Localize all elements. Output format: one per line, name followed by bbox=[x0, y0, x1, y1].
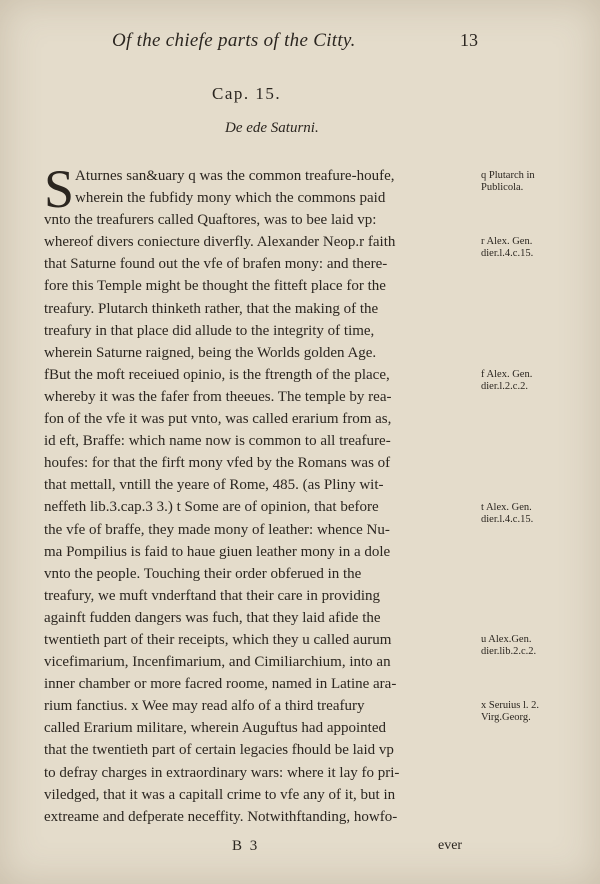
text-line: fore this Temple might be thought the fitteft place for the bbox=[44, 278, 386, 295]
text-line: houfes: for that the firft mony vfed by the Romans was of bbox=[44, 455, 391, 472]
margin-note-line: r Alex. Gen. bbox=[481, 236, 533, 248]
margin-note-line: u Alex.Gen. bbox=[481, 634, 532, 646]
text-line: that the twentieth part of certain legacies fhould be laid vp bbox=[44, 742, 394, 759]
text-line: twentieth part of their receipts, which they u called aurum bbox=[44, 631, 392, 648]
text-line: vicefimarium, Incenfimarium, and Cimiliarchium, into an bbox=[44, 654, 391, 671]
margin-note-line: t Alex. Gen. bbox=[481, 501, 532, 513]
margin-note-line: dier.l.4.c.15. bbox=[481, 248, 534, 260]
text-line: treafury in that place did allude to the integrity of time, bbox=[44, 322, 375, 339]
margin-note bbox=[481, 369, 599, 393]
margin-note bbox=[481, 170, 599, 194]
margin-note-line: Virg.Georg. bbox=[481, 712, 531, 724]
text-line: fBut the moft receiued opinio, is the ftrength of the place, bbox=[44, 366, 390, 383]
margin-note bbox=[481, 700, 599, 724]
text-line: whereby it was the fafer from theeues. The temple by rea- bbox=[44, 388, 392, 405]
text-line: Aturnes san&uary q was the common treafure-houfe, bbox=[75, 168, 395, 184]
text-line: wherein Saturne raigned, being the Worlds golden Age. bbox=[44, 344, 377, 361]
margin-note-line: q Plutarch in bbox=[481, 170, 535, 181]
body-text bbox=[44, 165, 486, 828]
text-line: that mettall, vntill the yeare of Rome, 485. (as Pliny wit- bbox=[44, 477, 384, 494]
text-line: to defray charges in extraordinary wars: where it lay fo pri- bbox=[44, 764, 400, 781]
text-line: rium fanctius. x Wee may read alfo of a third treafury bbox=[44, 698, 365, 715]
margin-note-line: x Seruius l. 2. bbox=[481, 700, 540, 712]
catchword: ever bbox=[438, 838, 463, 853]
margin-note-line: dier.lib.2.c.2. bbox=[481, 646, 537, 658]
margin-note bbox=[481, 634, 599, 658]
margin-note bbox=[481, 502, 599, 526]
margin-note-line: Publicola. bbox=[481, 182, 524, 193]
text-line: extreame and defperate neceffity. Notwithftanding, howfo- bbox=[44, 808, 398, 825]
page-number: 13 bbox=[460, 30, 478, 50]
text-line: vnto the people. Touching their order obferued in the bbox=[44, 565, 362, 582]
text-line: id eft, Braffe: which name now is common to all treafure- bbox=[44, 433, 391, 450]
text-line: fon of the vfe it was put vnto, was called erarium from as, bbox=[44, 411, 392, 428]
text-line: the vfe of braffe, they made mony of leather: whence Nu- bbox=[44, 521, 390, 538]
text-line: againft fudden dangers was fuch, that they laid afide the bbox=[44, 609, 381, 626]
margin-note-line: dier.l.4.c.15. bbox=[481, 513, 534, 525]
text-line: treafury. Plutarch thinketh rather, that the making of the bbox=[44, 300, 379, 317]
margin-note-line: f Alex. Gen. bbox=[481, 368, 533, 380]
text-line: that Saturne found out the vfe of brafen mony: and there- bbox=[44, 256, 388, 273]
text-line: called Erarium militare, wherein Auguftus had appointed bbox=[44, 720, 386, 737]
text-line: viledged, that it was a capitall crime to vfe any of it, but in bbox=[44, 786, 396, 803]
chapter-subtitle: De ede Saturni. bbox=[225, 120, 319, 136]
drop-cap: S bbox=[44, 159, 75, 219]
text-line: ma Pompilius is faid to haue giuen leather mony in a dole bbox=[44, 543, 391, 560]
margin-note-line: dier.l.2.c.2. bbox=[481, 380, 528, 392]
chapter-title: Cap. 15. bbox=[212, 84, 282, 103]
text-line: neffeth lib.3.cap.3 3.) t Some are of opinion, that before bbox=[44, 499, 379, 516]
text-line: vnto the treafurers called Quaftores, was to bee laid vp: bbox=[44, 212, 377, 229]
text-line: inner chamber or more facred roome, named in Latine ara- bbox=[44, 676, 397, 693]
text-line: treafury, we muft vnderftand that their care in providing bbox=[44, 587, 380, 604]
running-title: Of the chiefe parts of the Citty. bbox=[112, 30, 356, 51]
margin-note bbox=[481, 236, 599, 260]
text-line: whereof divers coniecture diverfly. Alexander Neop.r faith bbox=[44, 234, 396, 251]
signature-mark: B 3 bbox=[232, 838, 260, 854]
text-line: wherein the fubfidy mony which the commons paid bbox=[75, 190, 386, 207]
